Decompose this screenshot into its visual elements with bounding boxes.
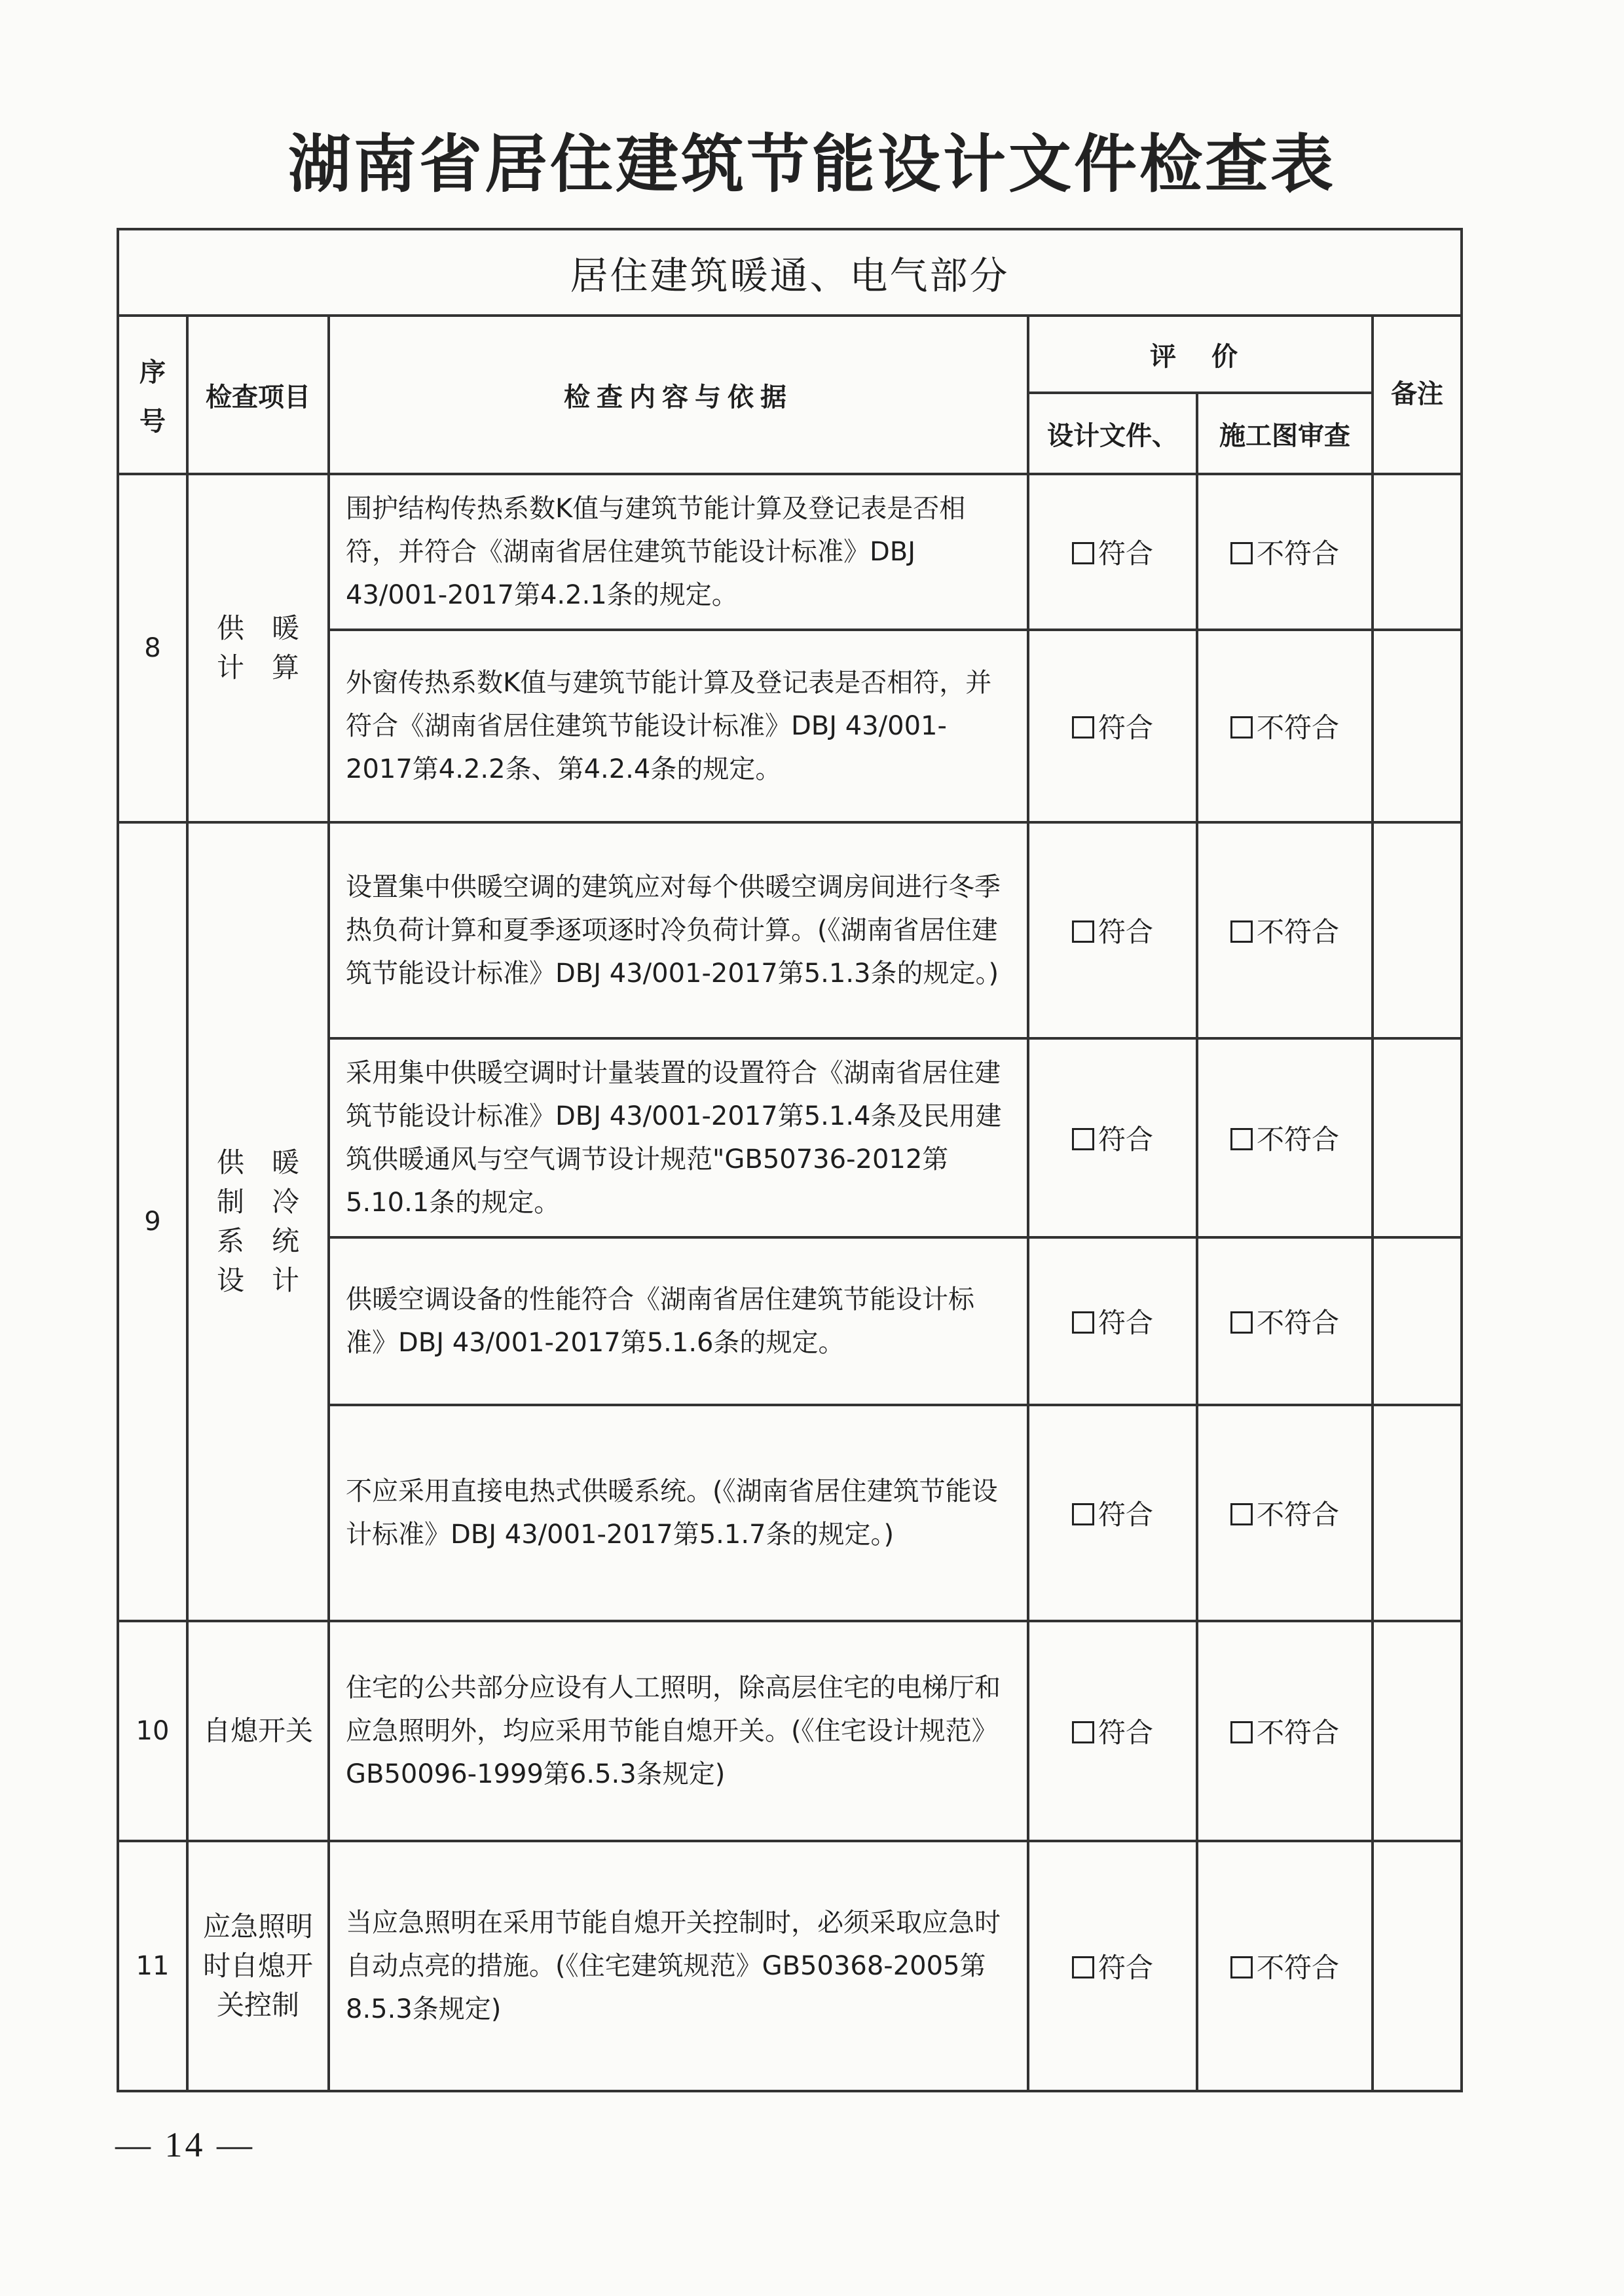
row-seq: 8 xyxy=(118,474,187,822)
remarks-cell xyxy=(1373,822,1462,1038)
remarks-cell xyxy=(1373,1038,1462,1237)
checkbox-icon[interactable] xyxy=(1230,716,1253,738)
check-content: 供暖空调设备的性能符合《湖南省居住建筑节能设计标准》DBJ 43/001-2017第5.1.6条的规定。 xyxy=(329,1237,1028,1405)
option-nonconform[interactable] xyxy=(1197,1038,1373,1237)
row-item-line: 时自熄开 xyxy=(202,1950,313,1982)
option-nonconform[interactable] xyxy=(1197,1405,1373,1621)
row-seq: 9 xyxy=(118,822,187,1621)
row-item-line: 计 算 xyxy=(216,651,299,683)
option-label: 不符合 xyxy=(1256,1307,1339,1339)
check-content: 设置集中供暖空调的建筑应对每个供暖空调房间进行冬季热负荷计算和夏季逐项逐时冷负荷计算。(《湖南省居住建筑节能设计标准》DBJ 43/001-2017第5.1.3条的规定。) xyxy=(329,822,1028,1038)
option-label: 符合 xyxy=(1098,1952,1153,1984)
option-label: 不符合 xyxy=(1256,1952,1339,1984)
option-nonconform[interactable] xyxy=(1197,630,1373,822)
row-item-line: 自熄开关 xyxy=(202,1715,313,1747)
remarks-cell xyxy=(1373,1237,1462,1405)
option-label: 不符合 xyxy=(1256,1499,1339,1531)
header-remarks: 备注 xyxy=(1373,316,1462,474)
row-item-line: 关控制 xyxy=(216,1989,299,2021)
option-label: 不符合 xyxy=(1256,1123,1339,1156)
checkbox-icon[interactable] xyxy=(1230,920,1253,943)
checkbox-icon[interactable] xyxy=(1072,542,1094,564)
checkbox-icon[interactable] xyxy=(1072,1503,1094,1525)
header-seq-bottom: 号 xyxy=(139,407,166,437)
row-item-line: 供 暖 xyxy=(216,1146,299,1178)
header-seq-top: 序 xyxy=(139,357,166,388)
option-nonconform[interactable] xyxy=(1197,1621,1373,1841)
page-number: — 14 — xyxy=(115,2125,255,2164)
remarks-cell xyxy=(1373,630,1462,822)
checkbox-icon[interactable] xyxy=(1230,1956,1253,1978)
option-conform[interactable] xyxy=(1028,1237,1197,1405)
inspection-table xyxy=(117,228,1463,2092)
checkbox-icon[interactable] xyxy=(1230,1128,1253,1150)
option-conform[interactable] xyxy=(1028,822,1197,1038)
check-content: 采用集中供暖空调时计量装置的设置符合《湖南省居住建筑节能设计标准》DBJ 43/001-2017第5.1.4条及民用建筑供暖通风与空气调节设计规范"GB50736-2012第5.10.1条的规定。 xyxy=(329,1038,1028,1237)
option-conform[interactable] xyxy=(1028,630,1197,822)
option-label: 符合 xyxy=(1098,1499,1153,1531)
row-seq: 11 xyxy=(118,1841,187,2091)
check-content: 当应急照明在采用节能自熄开关控制时，必须采取应急时自动点亮的措施。(《住宅建筑规范》GB50368-2005第8.5.3条规定) xyxy=(329,1841,1028,2091)
remarks-cell xyxy=(1373,1621,1462,1841)
checkbox-icon[interactable] xyxy=(1072,1956,1094,1978)
check-content: 围护结构传热系数K值与建筑节能计算及登记表是否相符，并符合《湖南省居住建筑节能设计标准》DBJ 43/001-2017第4.2.1条的规定。 xyxy=(329,474,1028,630)
option-label: 符合 xyxy=(1098,916,1153,948)
row-item xyxy=(187,1841,329,2091)
row-item-line: 设 计 xyxy=(216,1264,299,1296)
header-item: 检查项目 xyxy=(187,316,329,474)
check-content: 住宅的公共部分应设有人工照明，除高层住宅的电梯厅和应急照明外，均应采用节能自熄开关。(《住宅设计规范》GB50096-1999第6.5.3条规定) xyxy=(329,1621,1028,1841)
option-nonconform[interactable] xyxy=(1197,1237,1373,1405)
checkbox-icon[interactable] xyxy=(1072,1721,1094,1743)
checkbox-icon[interactable] xyxy=(1230,1503,1253,1525)
option-label: 符合 xyxy=(1098,1123,1153,1156)
remarks-cell xyxy=(1373,1841,1462,2091)
option-label: 不符合 xyxy=(1256,1717,1339,1749)
option-label: 符合 xyxy=(1098,712,1153,744)
header-seq xyxy=(118,316,187,474)
header-evaluation: 评 价 xyxy=(1028,316,1373,393)
row-item-line: 供 暖 xyxy=(216,612,299,644)
row-item xyxy=(187,1621,329,1841)
checkbox-icon[interactable] xyxy=(1072,920,1094,943)
remarks-cell xyxy=(1373,474,1462,630)
check-content: 不应采用直接电热式供暖系统。(《湖南省居住建筑节能设计标准》DBJ 43/001-2017第5.1.7条的规定。) xyxy=(329,1405,1028,1621)
option-conform[interactable] xyxy=(1028,1841,1197,2091)
section-title: 居住建筑暖通、电气部分 xyxy=(118,229,1462,316)
option-label: 不符合 xyxy=(1256,538,1339,570)
checkbox-icon[interactable] xyxy=(1230,542,1253,564)
row-item-line: 制 冷 xyxy=(216,1186,299,1218)
row-item xyxy=(187,822,329,1621)
row-seq: 10 xyxy=(118,1621,187,1841)
checkbox-icon[interactable] xyxy=(1230,1721,1253,1743)
checkbox-icon[interactable] xyxy=(1072,1128,1094,1150)
row-item-line: 应急照明 xyxy=(202,1910,313,1942)
option-nonconform[interactable] xyxy=(1197,822,1373,1038)
option-label: 不符合 xyxy=(1256,916,1339,948)
option-conform[interactable] xyxy=(1028,1038,1197,1237)
checkbox-icon[interactable] xyxy=(1230,1311,1253,1334)
header-drawing-review: 施工图审查 xyxy=(1197,393,1373,474)
row-item-line: 系 统 xyxy=(216,1225,299,1257)
check-content: 外窗传热系数K值与建筑节能计算及登记表是否相符，并符合《湖南省居住建筑节能设计标准》DBJ 43/001-2017第4.2.2条、第4.2.4条的规定。 xyxy=(329,630,1028,822)
checkbox-icon[interactable] xyxy=(1072,716,1094,738)
option-conform[interactable] xyxy=(1028,474,1197,630)
option-conform[interactable] xyxy=(1028,1621,1197,1841)
checkbox-icon[interactable] xyxy=(1072,1311,1094,1334)
option-nonconform[interactable] xyxy=(1197,1841,1373,2091)
header-design-docs: 设计文件、 xyxy=(1028,393,1197,474)
header-content: 检查内容与依据 xyxy=(329,316,1028,474)
document-title: 湖南省居住建筑节能设计文件检查表 xyxy=(288,127,1336,201)
remarks-cell xyxy=(1373,1405,1462,1621)
option-label: 不符合 xyxy=(1256,712,1339,744)
option-label: 符合 xyxy=(1098,538,1153,570)
option-label: 符合 xyxy=(1098,1307,1153,1339)
option-label: 符合 xyxy=(1098,1717,1153,1749)
option-nonconform[interactable] xyxy=(1197,474,1373,630)
row-item xyxy=(187,474,329,822)
option-conform[interactable] xyxy=(1028,1405,1197,1621)
